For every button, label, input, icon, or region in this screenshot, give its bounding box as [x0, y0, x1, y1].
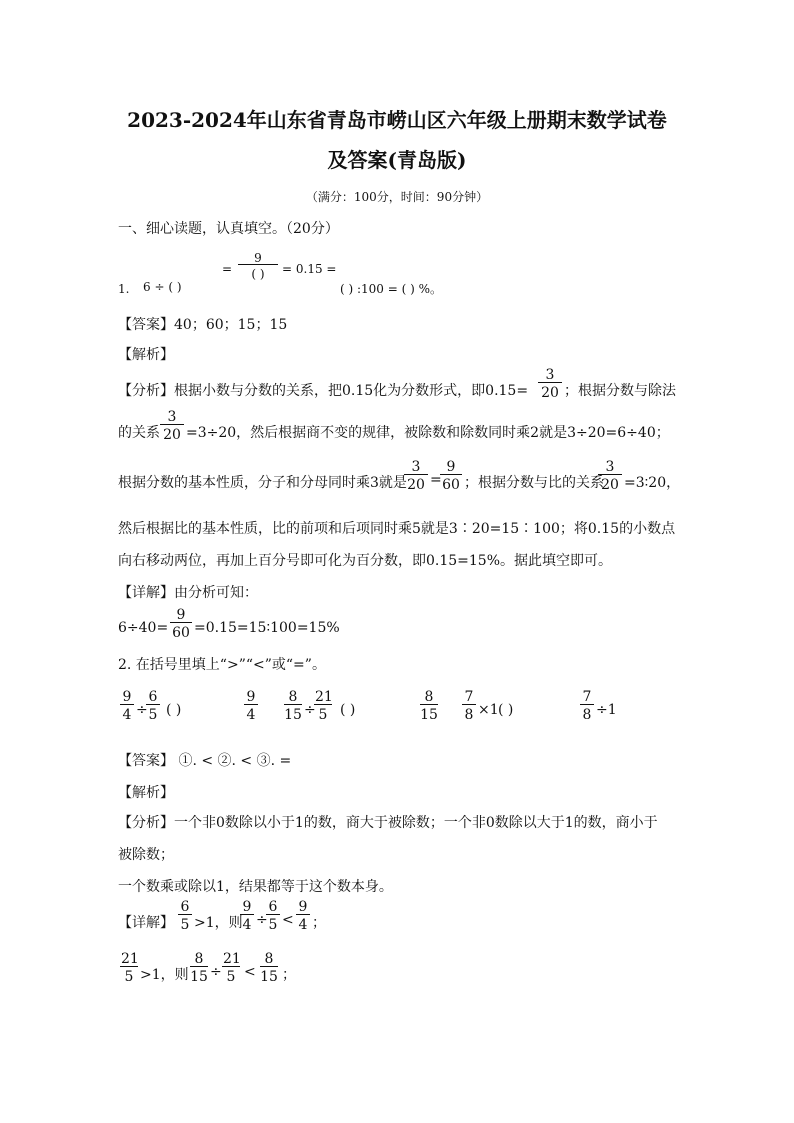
- q2-xiangjie: 【详解】: [118, 915, 174, 931]
- q2-xj-frac-8-15-b: $\frac{8}{15}$: [260, 951, 278, 985]
- q1-frac-9-60-a: $\frac{9}{60}$: [440, 460, 462, 492]
- q2-fenxi-3: 一个数乘或除以1，结果都等于这个数本身。: [118, 879, 393, 895]
- q2-xj-lt-a: <: [282, 912, 294, 928]
- q1-mid: = 0.15 =: [282, 262, 337, 276]
- q2-frac-6-5-a: $\frac{6}{5}$: [146, 690, 160, 722]
- q1-fenxi-1b: ；根据分数与除法: [564, 383, 676, 399]
- q1-fenxi-5: 向右移动两位，再加上百分号即可化为百分数，即0.15=15%。据此填空即可。: [118, 553, 613, 569]
- q2-xj-gt1-a: >1，则: [194, 915, 243, 931]
- section-heading: 一、细心读题，认真填空。（20分）: [118, 221, 339, 237]
- q1-xiangjie: 【详解】由分析可知：: [118, 585, 258, 601]
- q1-fenxi-3c: =3∶20，: [624, 475, 681, 491]
- q2-stem: 2. 在括号里填上“>”“<”或“=”。: [118, 657, 326, 673]
- q2-div-b: ÷: [304, 702, 316, 718]
- q2-xj-div-b: ÷: [210, 964, 222, 980]
- q2-xj-gt1-b: >1，则: [140, 967, 189, 983]
- q2-div-1: ÷1: [596, 702, 617, 718]
- q2-jiexi: 【解析】: [118, 785, 174, 801]
- q2-frac-8-15-b: $\frac{8}{15}$: [420, 689, 438, 723]
- q2-xj-frac-9-4-a: $\frac{9}{4}$: [240, 900, 254, 932]
- q2-blank-2[interactable]: ( ): [340, 702, 356, 718]
- q1-fraction: 9 ( ): [238, 252, 278, 280]
- q1-fenxi-3eq: =: [430, 472, 442, 488]
- q2-fenxi-2: 被除数；: [118, 847, 174, 863]
- q2-xj-lt-b: <: [244, 964, 256, 980]
- q2-frac-8-15-a: $\frac{8}{15}$: [284, 689, 302, 723]
- q1-tail: ( ) :100 = ( ) %。: [340, 282, 443, 296]
- q1-frac-9-60-b: $\frac{9}{60}$: [170, 608, 192, 640]
- q1-jiexi: 【解析】: [118, 347, 174, 363]
- q1-xj-2b: =0.15=15∶100=15%: [194, 620, 340, 636]
- q2-xj-frac-21-5-b: $\frac{21}{5}$: [223, 951, 241, 985]
- q2-frac-7-8-a: $\frac{7}{8}$: [462, 690, 476, 722]
- q2-fenxi-1: 【分析】一个非0数除以小于1的数，商大于被除数；一个非0数除以大于1的数，商小于: [118, 815, 658, 831]
- q1-number: 1.: [118, 282, 130, 296]
- doc-subtitle: （满分：100分，时间：90分钟）: [305, 190, 489, 204]
- q1-frac-3-20-c: $\frac{3}{20}$: [404, 460, 428, 492]
- q2-frac-9-4-b: $\frac{9}{4}$: [244, 690, 258, 722]
- q2-frac-7-8-b: $\frac{7}{8}$: [580, 690, 594, 722]
- q2-xj-frac-8-15-a: $\frac{8}{15}$: [190, 951, 208, 985]
- q2-xj-div-a: ÷: [256, 912, 268, 928]
- q2-frac-9-4-a: $\frac{9}{4}$: [120, 690, 134, 722]
- q2-blank-1[interactable]: ( ): [166, 702, 182, 718]
- q2-blank-3[interactable]: ( ): [498, 702, 514, 718]
- q2-xj-semi-b: ；: [282, 967, 296, 983]
- q1-fenxi-3b: ；根据分数与比的关系: [464, 475, 604, 491]
- q2-xj-semi-a: ；: [312, 915, 326, 931]
- q1-frac-3-20-d: $\frac{3}{20}$: [598, 460, 622, 492]
- q1-frac-3-20-a: $\frac{3}{20}$: [538, 368, 562, 400]
- q2-answer: 【答案】 ①. < ②. < ③. =: [118, 753, 292, 769]
- q1-fenxi-2a: 的关系: [118, 425, 160, 441]
- q2-div-a: ÷: [136, 702, 148, 718]
- q1-fenxi-4: 然后根据比的基本性质，比的前项和后项同时乘5就是3∶20=15∶100；将0.15的小数点: [118, 521, 676, 537]
- doc-title-line2: 及答案(青岛版): [327, 148, 467, 172]
- q2-xj-frac-6-5: $\frac{6}{5}$: [178, 900, 192, 932]
- q1-answer: 【答案】40；60；15；15: [118, 317, 288, 333]
- q2-xj-frac-9-4-b: $\frac{9}{4}$: [296, 900, 310, 932]
- q1-xj-2a: 6÷40=: [118, 620, 169, 636]
- q2-frac-21-5-a: $\frac{21}{5}$: [315, 689, 333, 723]
- q2-xj-frac-6-5-b: $\frac{6}{5}$: [266, 900, 280, 932]
- q2-times-1: ×1: [478, 702, 499, 718]
- q1-lhs: 6 ÷ ( ): [143, 280, 182, 294]
- q1-fenxi-1a: 【分析】根据小数与分数的关系，把0.15化为分数形式，即0.15=: [118, 383, 529, 399]
- q2-xj-frac-21-5: $\frac{21}{5}$: [121, 951, 139, 985]
- q1-eq: =: [222, 262, 233, 276]
- q1-fenxi-3a: 根据分数的基本性质，分子和分母同时乘3就是: [118, 475, 407, 491]
- q1-frac-3-20-b: $\frac{3}{20}$: [160, 410, 184, 442]
- q1-fenxi-2b: =3÷20，然后根据商不变的规律，被除数和除数同时乘2就是3÷20=6÷40；: [186, 425, 670, 441]
- doc-title-line1: 2023-2024年山东省青岛市崂山区六年级上册期末数学试卷: [127, 108, 667, 132]
